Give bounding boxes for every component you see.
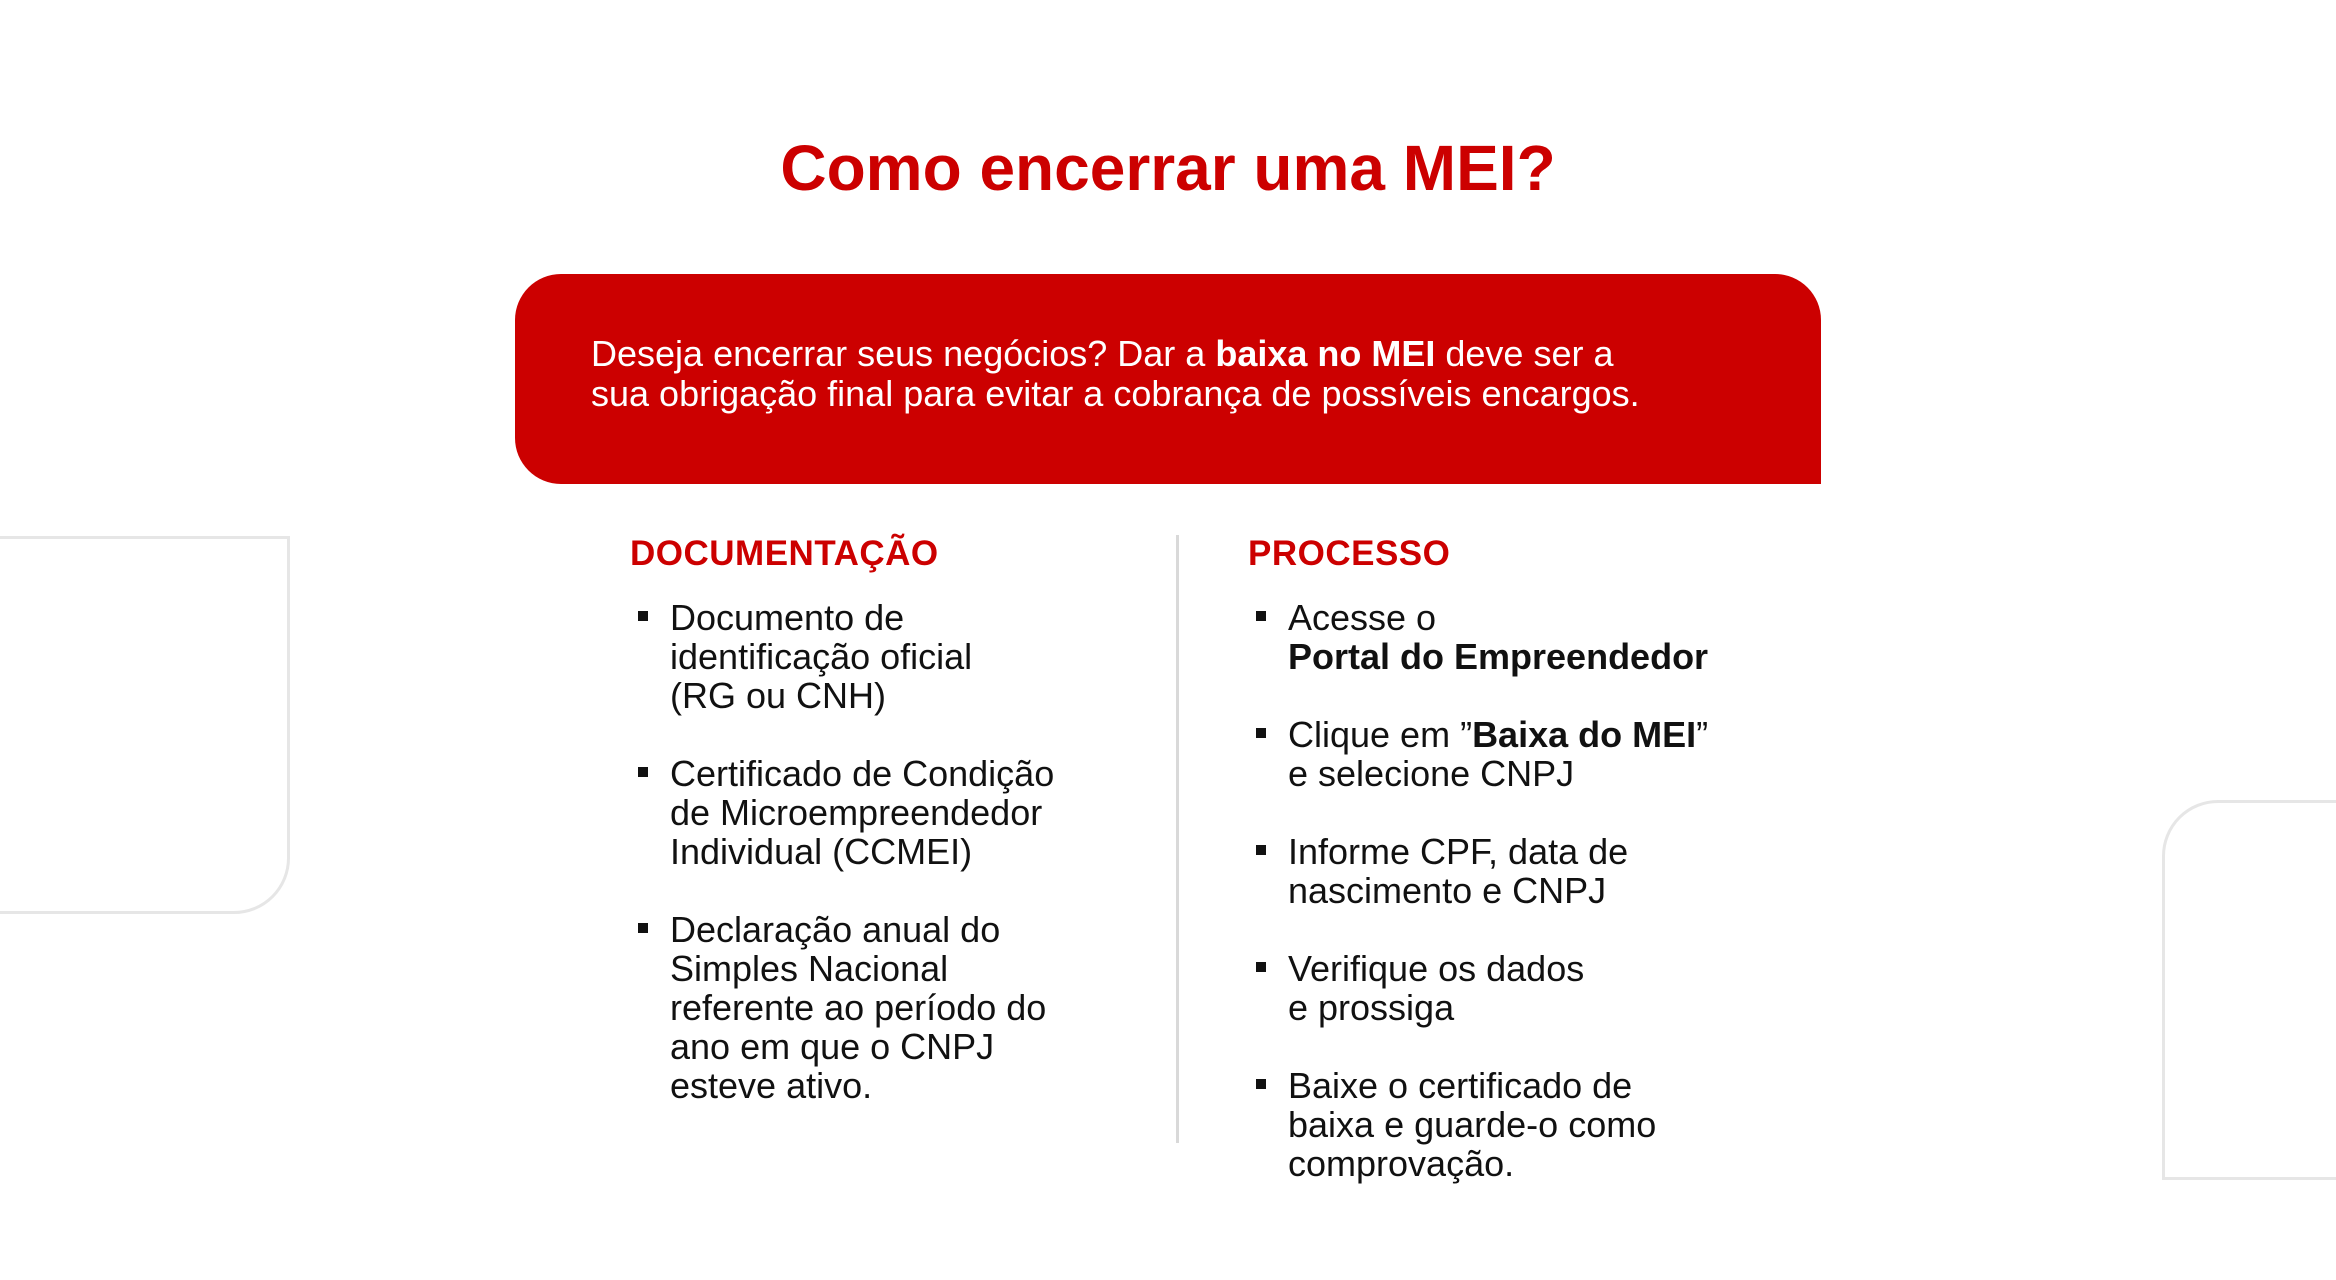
item-line: Baixe o certificado de: [1288, 1065, 1633, 1106]
item-line: Individual (CCMEI): [670, 831, 973, 872]
intro-banner: [515, 274, 1821, 484]
square-bullet-icon: [1256, 845, 1266, 855]
item-line: baixa e guarde-o como: [1288, 1104, 1657, 1145]
banner-text: deve ser a: [1435, 333, 1614, 374]
item-line: identificação oficial: [670, 636, 973, 677]
banner-text: Deseja encerrar seus negócios? Dar a: [591, 333, 1216, 374]
item-line: esteve ativo.: [670, 1065, 873, 1106]
item-line: referente ao período do: [670, 987, 1047, 1028]
list-item: [630, 754, 1150, 871]
column-divider: [1176, 535, 1179, 1143]
item-line: Declaração anual do: [670, 909, 1001, 950]
square-bullet-icon: [1256, 962, 1266, 972]
item-line: ano em que o CNPJ: [670, 1026, 995, 1067]
processo-list: [1248, 598, 1768, 1183]
item-line: e prossiga: [1288, 987, 1455, 1028]
item-line: Acesse o: [1288, 597, 1437, 638]
square-bullet-icon: [1256, 728, 1266, 738]
documentacao-column: [630, 530, 1150, 1144]
item-line: [1288, 637, 1768, 676]
item-line: de Microempreendedor: [670, 792, 1043, 833]
square-bullet-icon: [1256, 1079, 1266, 1089]
item-line: Documento de: [670, 597, 905, 638]
baixa-highlight: Baixa do MEI: [1472, 714, 1697, 755]
square-bullet-icon: [1256, 611, 1266, 621]
item-line: nascimento e CNPJ: [1288, 870, 1607, 911]
list-item: [1248, 598, 1768, 676]
square-bullet-icon: [638, 767, 648, 777]
list-item: [1248, 949, 1768, 1027]
item-line: Certificado de Condição: [670, 753, 1055, 794]
item-line: comprovação.: [1288, 1143, 1515, 1184]
list-item: [630, 598, 1150, 715]
portal-highlight: Portal do Empreendedor: [1288, 636, 1709, 677]
processo-column: [1248, 530, 1768, 1222]
documentacao-heading: DOCUMENTAÇÃO: [630, 534, 939, 573]
list-item: [1248, 1066, 1768, 1183]
item-line: Simples Nacional: [670, 948, 949, 989]
item-line: e selecione CNPJ: [1288, 753, 1575, 794]
list-item: [630, 910, 1150, 1105]
page-title: Como encerrar uma MEI?: [780, 132, 1556, 204]
banner-line-1: [591, 334, 1751, 374]
decorative-frame-right: [2162, 800, 2336, 1180]
item-line: Informe CPF, data de: [1288, 831, 1629, 872]
processo-heading: PROCESSO: [1248, 534, 1451, 573]
item-line: Verifique os dados: [1288, 948, 1585, 989]
list-item: [1248, 715, 1768, 793]
item-text: ”: [1696, 714, 1709, 755]
banner-line-2: sua obrigação final para evitar a cobrança de possíveis encargos.: [591, 373, 1640, 414]
square-bullet-icon: [638, 611, 648, 621]
list-item: [1248, 832, 1768, 910]
documentacao-list: [630, 598, 1150, 1105]
item-line: [1288, 715, 1768, 754]
banner-highlight: baixa no MEI: [1215, 333, 1436, 374]
decorative-frame-left: [0, 536, 290, 914]
item-text: Clique em ”: [1288, 714, 1473, 755]
item-line: (RG ou CNH): [670, 675, 887, 716]
square-bullet-icon: [638, 923, 648, 933]
